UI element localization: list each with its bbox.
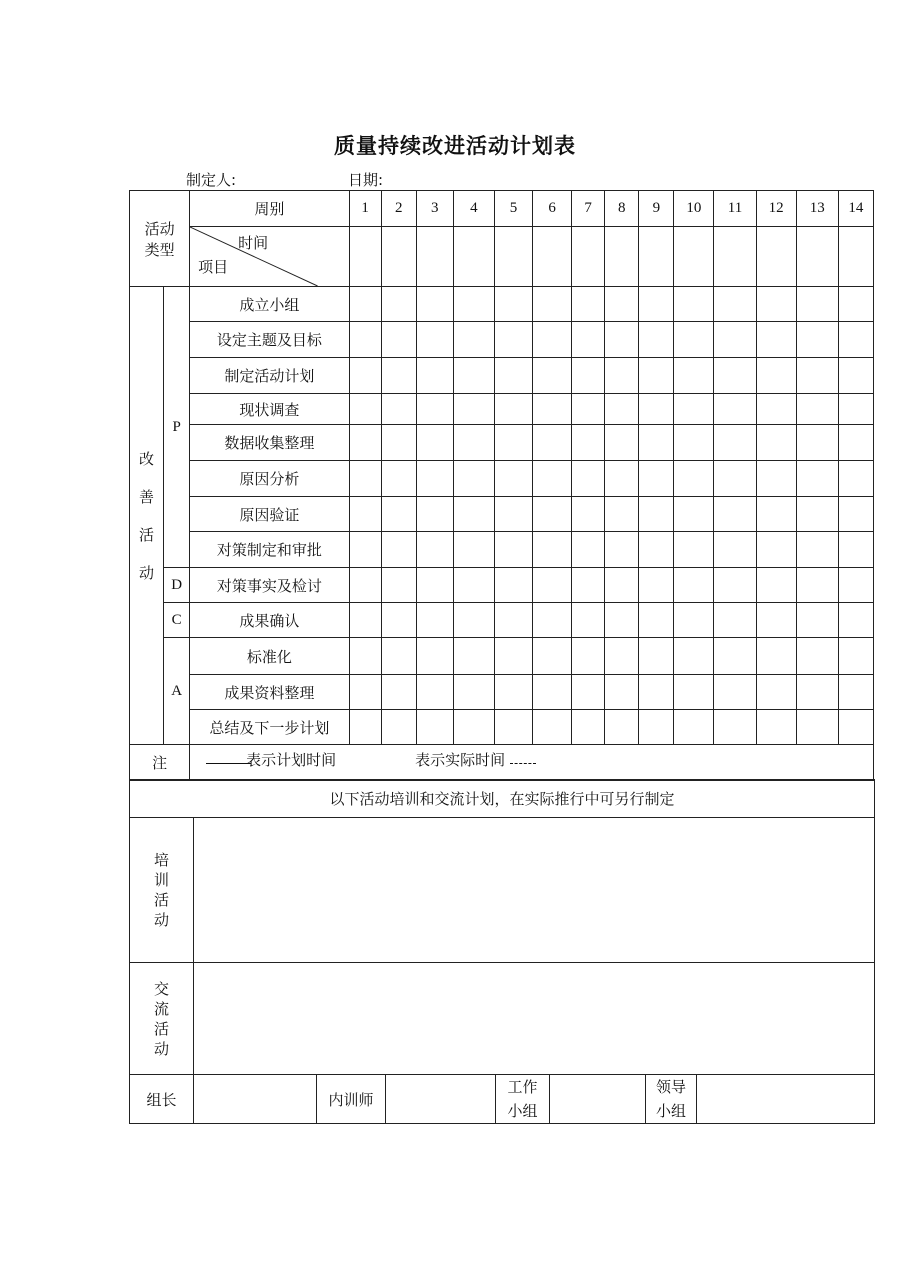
week-12: 12	[756, 191, 796, 227]
exchange-label	[130, 963, 194, 1075]
note-label: 注	[130, 745, 190, 781]
training-char-3: 活	[153, 891, 169, 909]
item-organize-docs: 成果资料整理	[190, 675, 349, 710]
item-standardize: 标准化	[190, 638, 349, 675]
item-countermeasure: 对策制定和审批	[190, 532, 349, 568]
improve-char-1: 改	[139, 449, 155, 468]
trainer-field[interactable]	[386, 1075, 496, 1124]
item-confirm-results: 成果确认	[190, 603, 349, 638]
week-9: 9	[639, 191, 674, 227]
training-char-1: 培	[153, 851, 169, 869]
week-3: 3	[416, 191, 453, 227]
note-legend	[190, 745, 874, 781]
week-header: 周别	[190, 191, 349, 227]
lead-group-label	[646, 1075, 697, 1124]
week-13: 13	[796, 191, 838, 227]
work-group-label	[496, 1075, 550, 1124]
training-label	[130, 818, 194, 963]
week-2: 2	[381, 191, 416, 227]
plan-notes-table	[129, 779, 875, 1124]
phase-d: D	[164, 568, 190, 603]
item-cause-verify: 原因验证	[190, 497, 349, 532]
training-content[interactable]	[194, 818, 875, 963]
item-label: 项目	[198, 258, 229, 276]
exchange-content[interactable]	[194, 963, 875, 1075]
week-8: 8	[605, 191, 639, 227]
item-make-plan: 制定活动计划	[190, 358, 349, 394]
phase-p: P	[164, 287, 190, 568]
work-group-line-1: 工作	[507, 1078, 538, 1096]
item-cause-analysis: 原因分析	[190, 461, 349, 497]
phase-a: A	[164, 638, 190, 745]
week-6: 6	[533, 191, 572, 227]
item-summary-next: 总结及下一步计划	[190, 710, 349, 745]
activity-type-label-1: 活动	[144, 219, 175, 238]
leader-field[interactable]	[194, 1075, 317, 1124]
plan-legend-text: 表示计划时间	[246, 751, 337, 769]
week-11: 11	[714, 191, 756, 227]
improve-char-4: 动	[139, 563, 155, 582]
leader-label: 组长	[130, 1075, 194, 1124]
improve-char-3: 活	[139, 525, 155, 544]
lead-group-line-1: 领导	[655, 1078, 686, 1096]
actual-legend-text: 表示实际时间	[415, 751, 506, 769]
lead-group-field[interactable]	[697, 1075, 875, 1124]
item-survey: 现状调查	[190, 394, 349, 425]
exchange-char-2: 流	[153, 999, 169, 1018]
work-group-line-2: 小组	[507, 1102, 538, 1120]
week-1: 1	[349, 191, 381, 227]
phase-c: C	[164, 603, 190, 638]
week-7: 7	[572, 191, 605, 227]
maker-label: 制定人:	[186, 171, 237, 189]
activity-type-label-2: 类型	[144, 240, 175, 259]
diagonal-header-cell	[190, 227, 349, 287]
item-implement: 对策事实及检讨	[190, 568, 349, 603]
lead-group-line-2: 小组	[655, 1102, 686, 1120]
page-title: 质量持续改进活动计划表	[334, 134, 576, 158]
schedule-table	[129, 190, 874, 781]
training-char-4: 动	[153, 911, 169, 929]
trainer-label: 内训师	[317, 1075, 386, 1124]
item-data-collection: 数据收集整理	[190, 425, 349, 461]
training-char-2: 训	[153, 871, 169, 889]
date-label: 日期:	[348, 171, 384, 189]
improve-activity-label	[130, 287, 164, 745]
improve-char-2: 善	[139, 487, 155, 506]
plan-line	[206, 763, 251, 764]
week-14: 14	[838, 191, 873, 227]
week-10: 10	[674, 191, 714, 227]
actual-line	[510, 763, 536, 764]
week-4: 4	[453, 191, 494, 227]
item-set-goal: 设定主题及目标	[190, 322, 349, 358]
work-group-field[interactable]	[550, 1075, 646, 1124]
banner-text: 以下活动培训和交流计划，在实际推行中可另行制定	[130, 780, 875, 818]
exchange-char-4: 动	[153, 1039, 169, 1058]
activity-type-header	[130, 191, 190, 287]
exchange-char-1: 交	[153, 979, 169, 998]
exchange-char-3: 活	[153, 1019, 169, 1038]
item-form-team: 成立小组	[190, 287, 349, 322]
time-label: 时间	[238, 234, 269, 252]
week-5: 5	[494, 191, 532, 227]
